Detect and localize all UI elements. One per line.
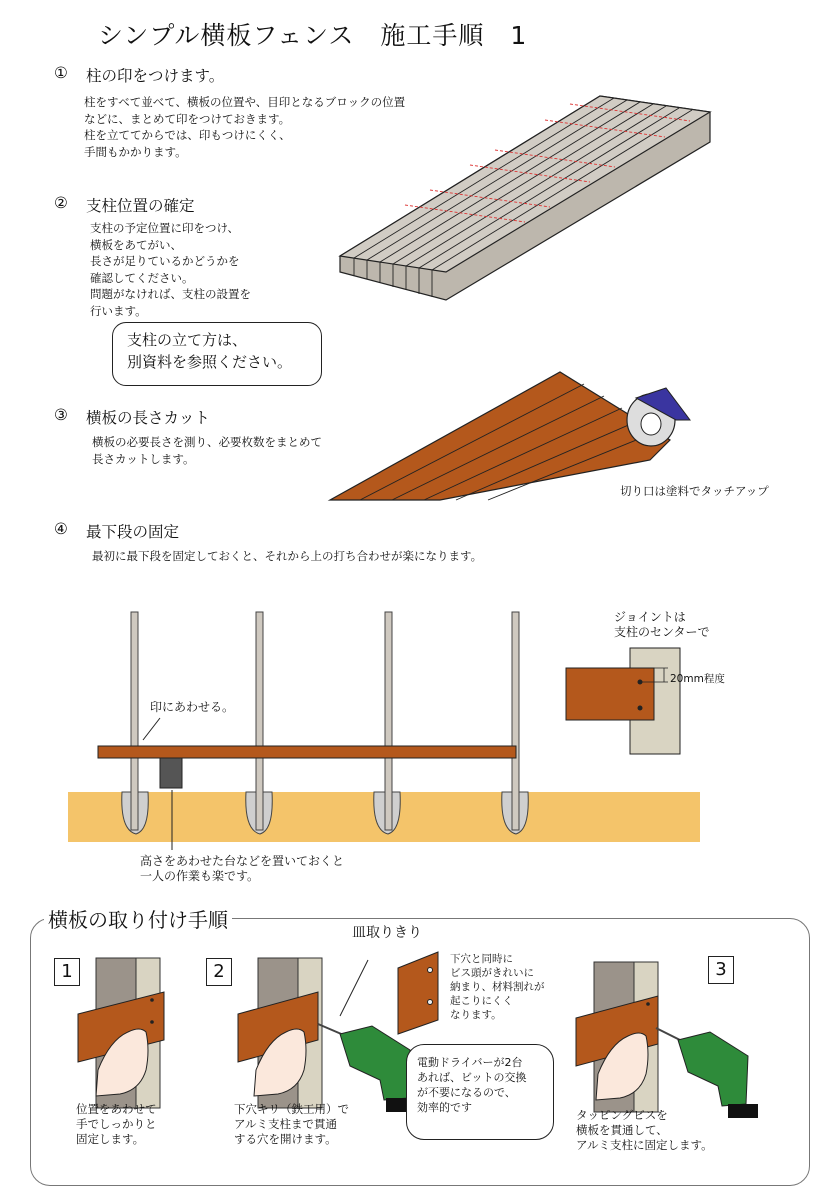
- bottom-board-illustration: [68, 612, 700, 850]
- procedure-title: 横板の取り付け手順: [44, 904, 232, 933]
- board-cut-illustration: [330, 372, 690, 500]
- stand-note: 高さをあわせた台などを置いておくと 一人の作業も楽です。: [140, 854, 345, 883]
- step3-number: ③: [54, 406, 68, 424]
- step2-heading: 支柱位置の確定: [86, 197, 195, 215]
- driver-note-bubble: 電動ドライバーが2台 あれば、ビットの交換 が不要になるので、 効率的です: [406, 1044, 554, 1140]
- joint-dimension: 20mm程度: [670, 673, 725, 685]
- step1-number: ①: [54, 64, 68, 82]
- step4-body: 最初に最下段を固定しておくと、それから上の打ち合わせが楽になります。: [92, 549, 483, 563]
- post-install-callout: 支柱の立て方は、 別資料を参照ください。: [112, 322, 322, 386]
- step3-heading: 横板の長さカット: [86, 409, 210, 427]
- proc-step1-number: 1: [54, 958, 80, 986]
- countersink-label: 皿取りきり: [352, 925, 422, 941]
- proc-step1-caption: 位置をあわせて 手でしっかりと 固定します。: [76, 1102, 157, 1146]
- proc-step2-number: 2: [206, 958, 232, 986]
- proc-step3-caption: タッピングビスを 横板を貫通して、 アルミ支柱に固定します。: [576, 1108, 713, 1152]
- cut-note: 切り口は塗料でタッチアップ: [620, 484, 769, 498]
- step1-body: 柱をすべて並べて、横板の位置や、目印となるブロックの位置 などに、まとめて印をつけておきます。 柱を立ててからでは、印もつけにくく、 手間もかかります。: [84, 95, 406, 159]
- proc-step3-number: 3: [708, 956, 734, 984]
- countersink-note: 下穴と同時に ビス頭がきれいに 納まり、材料割れが 起こりにくく なります。: [450, 953, 545, 1021]
- mark-label: 印にあわせる。: [150, 700, 235, 714]
- proc-step2-caption: 下穴キリ（鉄工用）で アルミ支柱まで貫通 する穴を開けます。: [234, 1102, 349, 1146]
- joint-note: ジョイントは 支柱のセンターで: [614, 610, 710, 639]
- step4-heading: 最下段の固定: [86, 523, 180, 541]
- step2-body: 支柱の予定位置に印をつけ、 横板をあてがい、 長さが足りているかどうかを 確認してください。 問題がなければ、支柱の設置を 行います。: [90, 221, 251, 318]
- step3-body: 横板の必要長さを測り、必要枚数をまとめて 長さカットします。: [92, 435, 322, 466]
- joint-detail-illustration: [566, 648, 680, 754]
- step1-heading: 柱の印をつけます。: [86, 67, 225, 85]
- page-title: シンプル横板フェンス 施工手順 1: [98, 21, 528, 50]
- step2-number: ②: [54, 194, 68, 212]
- step4-number: ④: [54, 520, 68, 538]
